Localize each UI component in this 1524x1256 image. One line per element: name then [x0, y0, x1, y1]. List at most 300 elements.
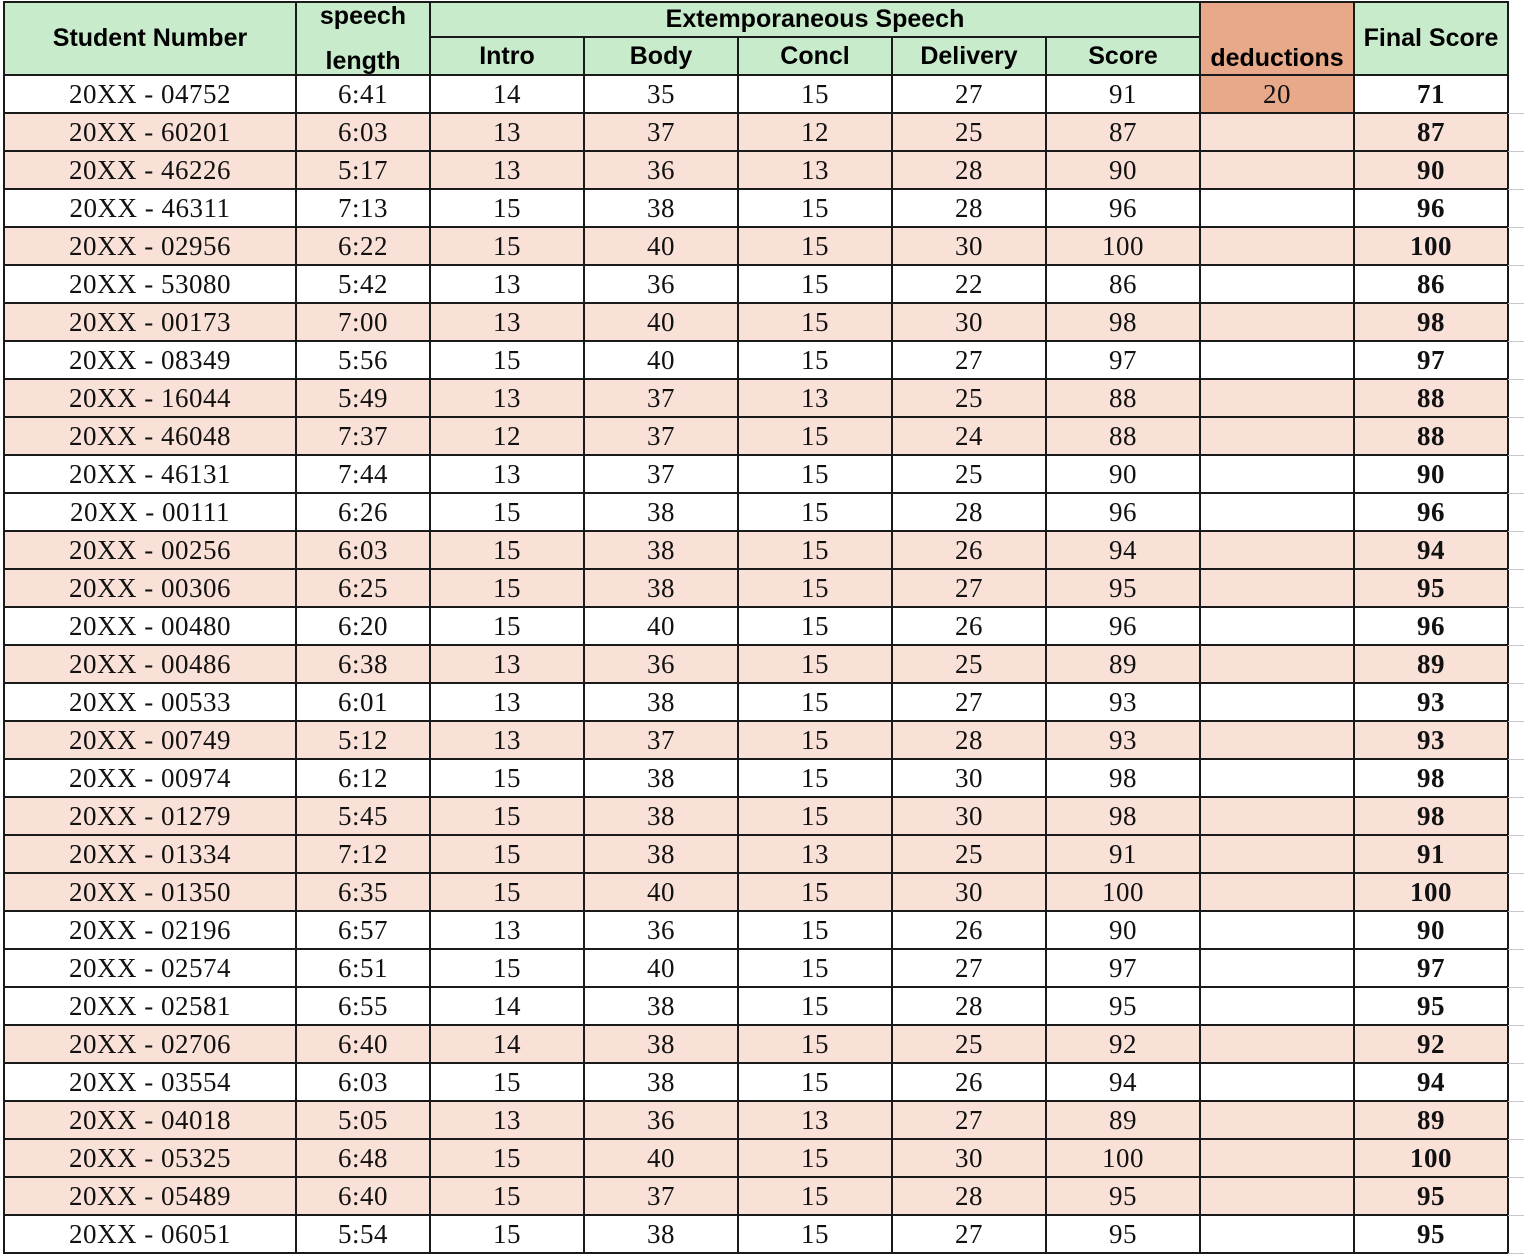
delivery-cell[interactable]: 27	[892, 1215, 1046, 1253]
deductions-cell[interactable]	[1200, 607, 1354, 645]
score-cell[interactable]: 90	[1046, 911, 1200, 949]
speech-length-cell[interactable]: 6:40	[296, 1025, 430, 1063]
concl-cell[interactable]: 13	[738, 1101, 892, 1139]
speech-length-cell[interactable]: 6:25	[296, 569, 430, 607]
deductions-cell[interactable]	[1200, 341, 1354, 379]
intro-cell[interactable]: 13	[430, 721, 584, 759]
score-cell[interactable]: 98	[1046, 759, 1200, 797]
final-score-cell[interactable]: 100	[1354, 227, 1508, 265]
concl-cell[interactable]: 15	[738, 75, 892, 113]
score-cell[interactable]: 90	[1046, 455, 1200, 493]
intro-cell[interactable]: 15	[430, 1139, 584, 1177]
final-score-cell[interactable]: 94	[1354, 531, 1508, 569]
delivery-cell[interactable]: 28	[892, 151, 1046, 189]
speech-length-cell[interactable]: 6:35	[296, 873, 430, 911]
delivery-cell[interactable]: 25	[892, 379, 1046, 417]
speech-length-cell[interactable]: 6:26	[296, 493, 430, 531]
final-score-cell[interactable]: 90	[1354, 911, 1508, 949]
score-cell[interactable]: 98	[1046, 797, 1200, 835]
header-deductions[interactable]: deductions	[1200, 2, 1354, 75]
header-delivery[interactable]: Delivery	[892, 37, 1046, 75]
body-cell[interactable]: 38	[584, 835, 738, 873]
concl-cell[interactable]: 15	[738, 569, 892, 607]
concl-cell[interactable]: 15	[738, 1063, 892, 1101]
score-cell[interactable]: 97	[1046, 949, 1200, 987]
intro-cell[interactable]: 13	[430, 683, 584, 721]
delivery-cell[interactable]: 25	[892, 645, 1046, 683]
deductions-cell[interactable]	[1200, 835, 1354, 873]
student-number-cell[interactable]: 20XX - 02956	[4, 227, 296, 265]
deductions-cell[interactable]	[1200, 227, 1354, 265]
intro-cell[interactable]: 13	[430, 265, 584, 303]
delivery-cell[interactable]: 30	[892, 1139, 1046, 1177]
table-row	[4, 531, 1508, 569]
concl-cell[interactable]: 15	[738, 341, 892, 379]
body-cell[interactable]: 35	[584, 75, 738, 113]
body-cell[interactable]: 38	[584, 569, 738, 607]
intro-cell[interactable]: 13	[430, 151, 584, 189]
deductions-cell[interactable]	[1200, 1025, 1354, 1063]
score-cell[interactable]: 95	[1046, 1177, 1200, 1215]
intro-cell[interactable]: 15	[430, 189, 584, 227]
delivery-cell[interactable]: 25	[892, 835, 1046, 873]
delivery-cell[interactable]: 26	[892, 531, 1046, 569]
body-cell[interactable]: 37	[584, 113, 738, 151]
body-cell[interactable]: 38	[584, 531, 738, 569]
score-cell[interactable]: 96	[1046, 493, 1200, 531]
intro-cell[interactable]: 15	[430, 1177, 584, 1215]
concl-cell[interactable]: 15	[738, 1215, 892, 1253]
intro-cell[interactable]: 15	[430, 1063, 584, 1101]
student-number-cell[interactable]: 20XX - 01334	[4, 835, 296, 873]
speech-length-cell[interactable]: 7:00	[296, 303, 430, 341]
intro-cell[interactable]: 15	[430, 531, 584, 569]
score-cell[interactable]: 91	[1046, 835, 1200, 873]
delivery-cell[interactable]: 28	[892, 189, 1046, 227]
intro-cell[interactable]: 15	[430, 607, 584, 645]
speech-length-cell[interactable]: 6:03	[296, 531, 430, 569]
margin-gridline	[1508, 1253, 1524, 1254]
delivery-cell[interactable]: 26	[892, 1063, 1046, 1101]
body-cell[interactable]: 37	[584, 417, 738, 455]
intro-cell[interactable]: 15	[430, 797, 584, 835]
deductions-cell[interactable]	[1200, 987, 1354, 1025]
final-score-cell[interactable]: 87	[1354, 113, 1508, 151]
concl-cell[interactable]: 15	[738, 911, 892, 949]
concl-cell[interactable]: 15	[738, 987, 892, 1025]
header-concl[interactable]: Concl	[738, 37, 892, 75]
intro-cell[interactable]: 15	[430, 835, 584, 873]
student-number-cell[interactable]: 20XX - 00173	[4, 303, 296, 341]
deductions-cell[interactable]	[1200, 797, 1354, 835]
delivery-cell[interactable]: 25	[892, 1025, 1046, 1063]
student-number-cell[interactable]: 20XX - 46131	[4, 455, 296, 493]
score-cell[interactable]: 95	[1046, 569, 1200, 607]
final-score-cell[interactable]: 95	[1354, 1215, 1508, 1253]
score-cell[interactable]: 100	[1046, 1139, 1200, 1177]
final-score-cell[interactable]: 89	[1354, 645, 1508, 683]
header-student-number[interactable]: Student Number	[4, 2, 296, 75]
score-cell[interactable]: 95	[1046, 987, 1200, 1025]
score-cell[interactable]: 100	[1046, 227, 1200, 265]
delivery-cell[interactable]: 30	[892, 303, 1046, 341]
margin-gridline	[1508, 873, 1524, 874]
body-cell[interactable]: 38	[584, 189, 738, 227]
intro-cell[interactable]: 15	[430, 1215, 584, 1253]
intro-cell[interactable]: 13	[430, 455, 584, 493]
table-row	[4, 341, 1508, 379]
concl-cell[interactable]: 15	[738, 721, 892, 759]
speech-length-cell[interactable]: 6:12	[296, 759, 430, 797]
final-score-cell[interactable]: 98	[1354, 759, 1508, 797]
table-row	[4, 683, 1508, 721]
deductions-cell[interactable]	[1200, 569, 1354, 607]
final-score-cell[interactable]: 93	[1354, 721, 1508, 759]
speech-length-cell[interactable]: 5:45	[296, 797, 430, 835]
delivery-cell[interactable]: 28	[892, 987, 1046, 1025]
header-intro[interactable]: Intro	[430, 37, 584, 75]
final-score-cell[interactable]: 94	[1354, 1063, 1508, 1101]
deductions-cell[interactable]	[1200, 151, 1354, 189]
delivery-cell[interactable]: 25	[892, 113, 1046, 151]
score-cell[interactable]: 95	[1046, 1215, 1200, 1253]
student-number-cell[interactable]: 20XX - 08349	[4, 341, 296, 379]
body-cell[interactable]: 38	[584, 987, 738, 1025]
concl-cell[interactable]: 15	[738, 531, 892, 569]
student-number-cell[interactable]: 20XX - 05325	[4, 1139, 296, 1177]
student-number-cell[interactable]: 20XX - 00749	[4, 721, 296, 759]
speech-length-cell[interactable]: 5:05	[296, 1101, 430, 1139]
delivery-cell[interactable]: 30	[892, 759, 1046, 797]
student-number-cell[interactable]: 20XX - 00486	[4, 645, 296, 683]
intro-cell[interactable]: 14	[430, 987, 584, 1025]
intro-cell[interactable]: 15	[430, 569, 584, 607]
score-cell[interactable]: 88	[1046, 379, 1200, 417]
body-cell[interactable]: 37	[584, 721, 738, 759]
table-row	[4, 265, 1508, 303]
delivery-cell[interactable]: 30	[892, 797, 1046, 835]
deductions-cell[interactable]	[1200, 493, 1354, 531]
speech-length-cell[interactable]: 6:20	[296, 607, 430, 645]
student-number-cell[interactable]: 20XX - 03554	[4, 1063, 296, 1101]
delivery-cell[interactable]: 28	[892, 1177, 1046, 1215]
body-cell[interactable]: 37	[584, 1177, 738, 1215]
concl-cell[interactable]: 15	[738, 797, 892, 835]
delivery-cell[interactable]: 24	[892, 417, 1046, 455]
intro-cell[interactable]: 13	[430, 1101, 584, 1139]
speech-length-cell[interactable]: 5:54	[296, 1215, 430, 1253]
concl-cell[interactable]: 15	[738, 873, 892, 911]
intro-cell[interactable]: 13	[430, 113, 584, 151]
intro-cell[interactable]: 15	[430, 493, 584, 531]
deductions-cell[interactable]	[1200, 189, 1354, 227]
intro-cell[interactable]: 12	[430, 417, 584, 455]
header-speech-length[interactable]	[296, 2, 430, 75]
student-number-cell[interactable]: 20XX - 01350	[4, 873, 296, 911]
body-cell[interactable]: 38	[584, 759, 738, 797]
header-final-score[interactable]: Final Score	[1354, 2, 1508, 75]
final-score-cell[interactable]: 97	[1354, 949, 1508, 987]
deductions-cell[interactable]: 20	[1200, 75, 1354, 113]
final-score-cell[interactable]: 88	[1354, 417, 1508, 455]
intro-cell[interactable]: 14	[430, 1025, 584, 1063]
speech-length-cell[interactable]: 5:12	[296, 721, 430, 759]
concl-cell[interactable]: 13	[738, 379, 892, 417]
deductions-cell[interactable]	[1200, 1063, 1354, 1101]
deductions-cell[interactable]	[1200, 911, 1354, 949]
final-score-cell[interactable]: 100	[1354, 1139, 1508, 1177]
student-number-cell[interactable]: 20XX - 00306	[4, 569, 296, 607]
concl-cell[interactable]: 15	[738, 683, 892, 721]
header-score[interactable]: Score	[1046, 37, 1200, 75]
final-score-cell[interactable]: 92	[1354, 1025, 1508, 1063]
final-score-cell[interactable]: 95	[1354, 1177, 1508, 1215]
score-cell[interactable]: 94	[1046, 1063, 1200, 1101]
student-number-cell[interactable]: 20XX - 46048	[4, 417, 296, 455]
body-cell[interactable]: 36	[584, 645, 738, 683]
speech-length-cell[interactable]: 6:38	[296, 645, 430, 683]
final-score-cell[interactable]: 97	[1354, 341, 1508, 379]
delivery-cell[interactable]: 27	[892, 341, 1046, 379]
deductions-cell[interactable]	[1200, 265, 1354, 303]
intro-cell[interactable]: 13	[430, 911, 584, 949]
final-score-cell[interactable]: 96	[1354, 493, 1508, 531]
body-cell[interactable]: 36	[584, 911, 738, 949]
score-cell[interactable]: 91	[1046, 75, 1200, 113]
final-score-cell[interactable]: 98	[1354, 303, 1508, 341]
body-cell[interactable]: 38	[584, 797, 738, 835]
speech-length-cell[interactable]: 7:37	[296, 417, 430, 455]
delivery-cell[interactable]: 25	[892, 455, 1046, 493]
body-cell[interactable]: 40	[584, 341, 738, 379]
score-cell[interactable]: 90	[1046, 151, 1200, 189]
score-cell[interactable]: 97	[1046, 341, 1200, 379]
score-cell[interactable]: 93	[1046, 683, 1200, 721]
score-cell[interactable]: 89	[1046, 645, 1200, 683]
delivery-cell[interactable]: 26	[892, 607, 1046, 645]
speech-length-cell[interactable]: 6:03	[296, 1063, 430, 1101]
score-cell[interactable]: 86	[1046, 265, 1200, 303]
final-score-cell[interactable]: 88	[1354, 379, 1508, 417]
student-number-cell[interactable]: 20XX - 46226	[4, 151, 296, 189]
body-cell[interactable]: 40	[584, 949, 738, 987]
student-number-cell[interactable]: 20XX - 00480	[4, 607, 296, 645]
intro-cell[interactable]: 15	[430, 227, 584, 265]
final-score-cell[interactable]: 90	[1354, 455, 1508, 493]
score-cell[interactable]: 88	[1046, 417, 1200, 455]
deductions-cell[interactable]	[1200, 417, 1354, 455]
student-number-cell[interactable]: 20XX - 06051	[4, 1215, 296, 1253]
concl-cell[interactable]: 15	[738, 607, 892, 645]
score-cell[interactable]: 92	[1046, 1025, 1200, 1063]
delivery-cell[interactable]: 28	[892, 721, 1046, 759]
deductions-cell[interactable]	[1200, 303, 1354, 341]
intro-cell[interactable]: 14	[430, 75, 584, 113]
speech-length-cell[interactable]: 6:41	[296, 75, 430, 113]
score-cell[interactable]: 93	[1046, 721, 1200, 759]
concl-cell[interactable]: 15	[738, 455, 892, 493]
body-cell[interactable]: 37	[584, 455, 738, 493]
delivery-cell[interactable]: 28	[892, 493, 1046, 531]
concl-cell[interactable]: 15	[738, 1025, 892, 1063]
header-body[interactable]: Body	[584, 37, 738, 75]
concl-cell[interactable]: 15	[738, 493, 892, 531]
score-cell[interactable]: 98	[1046, 303, 1200, 341]
score-cell[interactable]: 87	[1046, 113, 1200, 151]
body-cell[interactable]: 40	[584, 227, 738, 265]
deductions-cell[interactable]	[1200, 1101, 1354, 1139]
final-score-cell[interactable]: 86	[1354, 265, 1508, 303]
deductions-cell[interactable]	[1200, 1177, 1354, 1215]
final-score-cell[interactable]: 93	[1354, 683, 1508, 721]
table-row	[4, 151, 1508, 189]
student-number-cell[interactable]: 20XX - 00533	[4, 683, 296, 721]
concl-cell[interactable]: 13	[738, 151, 892, 189]
score-cell[interactable]: 89	[1046, 1101, 1200, 1139]
body-cell[interactable]: 37	[584, 379, 738, 417]
intro-cell[interactable]: 15	[430, 949, 584, 987]
final-score-cell[interactable]: 89	[1354, 1101, 1508, 1139]
intro-cell[interactable]: 13	[430, 303, 584, 341]
speech-length-cell[interactable]: 5:42	[296, 265, 430, 303]
final-score-cell[interactable]: 95	[1354, 987, 1508, 1025]
delivery-cell[interactable]: 27	[892, 569, 1046, 607]
student-number-cell[interactable]: 20XX - 16044	[4, 379, 296, 417]
concl-cell[interactable]: 15	[738, 645, 892, 683]
speech-length-cell[interactable]: 6:40	[296, 1177, 430, 1215]
intro-cell[interactable]: 15	[430, 759, 584, 797]
score-cell[interactable]: 94	[1046, 531, 1200, 569]
student-number-cell[interactable]: 20XX - 00974	[4, 759, 296, 797]
speech-length-cell[interactable]: 6:57	[296, 911, 430, 949]
concl-cell[interactable]: 15	[738, 303, 892, 341]
speech-length-cell[interactable]: 6:03	[296, 113, 430, 151]
intro-cell[interactable]: 13	[430, 379, 584, 417]
speech-length-cell[interactable]: 7:44	[296, 455, 430, 493]
deductions-cell[interactable]	[1200, 759, 1354, 797]
student-number-cell[interactable]: 20XX - 46311	[4, 189, 296, 227]
speech-length-cell[interactable]: 5:17	[296, 151, 430, 189]
final-score-cell[interactable]: 96	[1354, 607, 1508, 645]
concl-cell[interactable]: 15	[738, 1177, 892, 1215]
deductions-cell[interactable]	[1200, 645, 1354, 683]
deductions-cell[interactable]	[1200, 683, 1354, 721]
body-cell[interactable]: 36	[584, 151, 738, 189]
delivery-cell[interactable]: 27	[892, 1101, 1046, 1139]
final-score-cell[interactable]: 95	[1354, 569, 1508, 607]
student-number-cell[interactable]: 20XX - 02574	[4, 949, 296, 987]
final-score-cell[interactable]: 71	[1354, 75, 1508, 113]
speech-length-cell[interactable]: 6:48	[296, 1139, 430, 1177]
speech-length-cell[interactable]: 5:56	[296, 341, 430, 379]
delivery-cell[interactable]: 22	[892, 265, 1046, 303]
deductions-cell[interactable]	[1200, 455, 1354, 493]
score-cell[interactable]: 96	[1046, 607, 1200, 645]
deductions-cell[interactable]	[1200, 949, 1354, 987]
speech-length-cell[interactable]: 7:13	[296, 189, 430, 227]
body-cell[interactable]: 40	[584, 607, 738, 645]
student-number-cell[interactable]: 20XX - 00256	[4, 531, 296, 569]
student-number-cell[interactable]: 20XX - 53080	[4, 265, 296, 303]
body-cell[interactable]: 38	[584, 493, 738, 531]
body-cell[interactable]: 40	[584, 1139, 738, 1177]
deductions-cell[interactable]	[1200, 1139, 1354, 1177]
student-number-cell[interactable]: 20XX - 05489	[4, 1177, 296, 1215]
intro-cell[interactable]: 15	[430, 873, 584, 911]
concl-cell[interactable]: 15	[738, 949, 892, 987]
header-row-top	[4, 2, 1508, 37]
speech-length-cell[interactable]: 7:12	[296, 835, 430, 873]
final-score-cell[interactable]: 100	[1354, 873, 1508, 911]
concl-cell[interactable]: 15	[738, 417, 892, 455]
speech-length-cell[interactable]: 6:55	[296, 987, 430, 1025]
deductions-cell[interactable]	[1200, 873, 1354, 911]
speech-length-cell[interactable]: 6:01	[296, 683, 430, 721]
delivery-cell[interactable]: 27	[892, 75, 1046, 113]
final-score-cell[interactable]: 90	[1354, 151, 1508, 189]
final-score-cell[interactable]: 96	[1354, 189, 1508, 227]
student-number-cell[interactable]: 20XX - 02581	[4, 987, 296, 1025]
concl-cell[interactable]: 13	[738, 835, 892, 873]
deductions-cell[interactable]	[1200, 113, 1354, 151]
student-number-cell[interactable]: 20XX - 04018	[4, 1101, 296, 1139]
student-number-cell[interactable]: 20XX - 01279	[4, 797, 296, 835]
deductions-cell[interactable]	[1200, 721, 1354, 759]
final-score-cell[interactable]: 91	[1354, 835, 1508, 873]
student-number-cell[interactable]: 20XX - 02706	[4, 1025, 296, 1063]
concl-cell[interactable]: 15	[738, 189, 892, 227]
student-number-cell[interactable]: 20XX - 02196	[4, 911, 296, 949]
deductions-cell[interactable]	[1200, 531, 1354, 569]
body-cell[interactable]: 36	[584, 1101, 738, 1139]
delivery-cell[interactable]: 27	[892, 683, 1046, 721]
deductions-cell[interactable]	[1200, 379, 1354, 417]
intro-cell[interactable]: 13	[430, 645, 584, 683]
header-extemporaneous-speech[interactable]: Extemporaneous Speech	[430, 2, 1200, 37]
speech-length-cell[interactable]: 5:49	[296, 379, 430, 417]
speech-length-cell[interactable]: 6:51	[296, 949, 430, 987]
table-row	[4, 949, 1508, 987]
body-cell[interactable]: 40	[584, 303, 738, 341]
concl-cell[interactable]: 15	[738, 265, 892, 303]
body-cell[interactable]: 38	[584, 1215, 738, 1253]
student-number-cell[interactable]: 20XX - 04752	[4, 75, 296, 113]
body-cell[interactable]: 40	[584, 873, 738, 911]
delivery-cell[interactable]: 30	[892, 873, 1046, 911]
concl-cell[interactable]: 12	[738, 113, 892, 151]
final-score-cell[interactable]: 98	[1354, 797, 1508, 835]
score-cell[interactable]: 100	[1046, 873, 1200, 911]
concl-cell[interactable]: 15	[738, 759, 892, 797]
student-number-cell[interactable]: 20XX - 60201	[4, 113, 296, 151]
intro-cell[interactable]: 15	[430, 341, 584, 379]
header-speech-length-top: speech	[319, 2, 407, 30]
body-cell[interactable]: 38	[584, 1063, 738, 1101]
concl-cell[interactable]: 15	[738, 1139, 892, 1177]
delivery-cell[interactable]: 26	[892, 911, 1046, 949]
concl-cell[interactable]: 15	[738, 227, 892, 265]
margin-gridline	[1508, 1025, 1524, 1026]
body-cell[interactable]: 36	[584, 265, 738, 303]
body-cell[interactable]: 38	[584, 1025, 738, 1063]
deductions-cell[interactable]	[1200, 1215, 1354, 1253]
delivery-cell[interactable]: 27	[892, 949, 1046, 987]
body-cell[interactable]: 38	[584, 683, 738, 721]
delivery-cell[interactable]: 30	[892, 227, 1046, 265]
score-cell[interactable]: 96	[1046, 189, 1200, 227]
speech-length-cell[interactable]: 6:22	[296, 227, 430, 265]
student-number-cell[interactable]: 20XX - 00111	[4, 493, 296, 531]
